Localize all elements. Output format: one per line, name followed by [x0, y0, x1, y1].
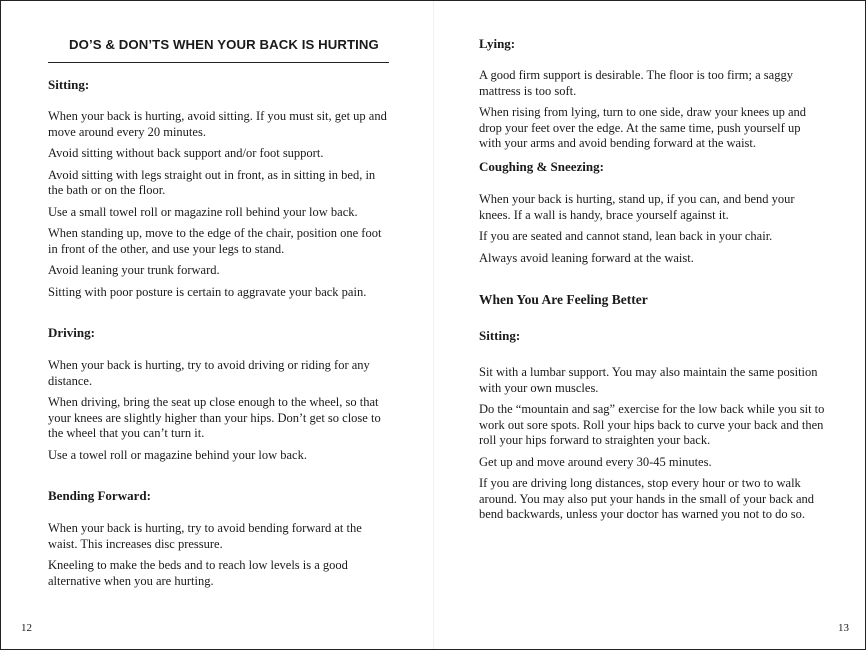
paragraph: Use a towel roll or magazine behind your low back.	[48, 447, 307, 462]
paragraph: When rising from lying, turn to one side, draw your knees up and drop your feet over the edge. At the same time, push yourself up with your arms and avoid bending forward at the waist.	[479, 105, 807, 150]
paragraph: Avoid sitting without back support and/or foot support.	[48, 146, 324, 160]
section-coughing-sneezing	[479, 159, 825, 175]
left-page	[1, 1, 433, 649]
paragraph: When driving, bring the seat up close enough to the wheel, so that your knees are slightly higher than your hips. Don’t get so close to the wheel that you can’t turn it.	[48, 395, 381, 440]
paragraph: When your back is hurting, try to avoid bending forward at the waist. This increases disc pressure.	[48, 521, 362, 551]
driving-paragraphs	[48, 358, 392, 469]
section-bending-forward	[48, 488, 392, 504]
section-heading: Coughing & Sneezing:	[479, 159, 604, 174]
lying-paragraphs	[479, 68, 825, 158]
page-number: 12	[21, 622, 32, 634]
section-heading: Sitting:	[479, 328, 521, 343]
right-page	[433, 1, 865, 649]
page-number: 13	[838, 622, 849, 634]
paragraph: Kneeling to make the beds and to reach low levels is a good alternative when you are hurting.	[48, 558, 348, 588]
title-divider	[48, 62, 389, 63]
sitting-better-paragraphs	[479, 365, 825, 529]
section-sitting	[48, 77, 392, 93]
section-heading: Sitting:	[48, 77, 90, 92]
paragraph: Always avoid leaning forward at the waist.	[479, 250, 694, 265]
paragraph: Use a small towel roll or magazine roll behind your low back.	[48, 204, 358, 219]
paragraph: Sitting with poor posture is certain to aggravate your back pain.	[48, 284, 367, 299]
section-heading: Lying:	[479, 36, 516, 51]
paragraph: When standing up, move to the edge of the chair, position one foot in front of the other, and use your legs to stand.	[48, 226, 382, 256]
paragraph: When your back is hurting, stand up, if you can, and bend your knees. If a wall is handy, brace yourself against it.	[479, 192, 795, 222]
paragraph: Do the “mountain and sag” exercise for the low back while you sit to work out sore spots. Roll your hips back to curve your back and then roll your hips forward to straighten your back.	[479, 402, 825, 447]
section-driving	[48, 325, 392, 341]
coughing-paragraphs	[479, 192, 825, 272]
section-heading: Driving:	[48, 325, 95, 340]
section-heading: Bending Forward:	[48, 488, 151, 503]
section-sitting-better	[479, 328, 825, 344]
paragraph: If you are seated and cannot stand, lean back in your chair.	[479, 229, 773, 243]
paragraph: Avoid sitting with legs straight out in front, as in sitting in bed, in the bath or on the floor.	[48, 167, 376, 197]
section-lying	[479, 36, 825, 52]
section-heading: When You Are Feeling Better	[479, 292, 648, 307]
paragraph: Avoid leaning your trunk forward.	[48, 263, 220, 277]
paragraph: Sit with a lumbar support. You may also maintain the same position with your own muscles.	[479, 365, 818, 395]
paragraph: When your back is hurting, try to avoid driving or riding for any distance.	[48, 358, 370, 388]
paragraph: When your back is hurting, avoid sitting. If you must sit, get up and move around every 20 minutes.	[48, 109, 387, 139]
section-feeling-better	[479, 292, 825, 308]
sitting-paragraphs	[48, 109, 392, 306]
bending-paragraphs	[48, 521, 392, 595]
page-title: DO’S & DON’TS WHEN YOUR BACK IS HURTING	[69, 37, 379, 52]
paragraph: If you are driving long distances, stop every hour or two to walk around. You may also put your hands in the small of your back and bend backwards, unless your doctor has warned you not to do so.	[479, 476, 815, 521]
paragraph: Get up and move around every 30-45 minutes.	[479, 454, 712, 469]
paragraph: A good firm support is desirable. The floor is too firm; a saggy mattress is too soft.	[479, 68, 793, 98]
